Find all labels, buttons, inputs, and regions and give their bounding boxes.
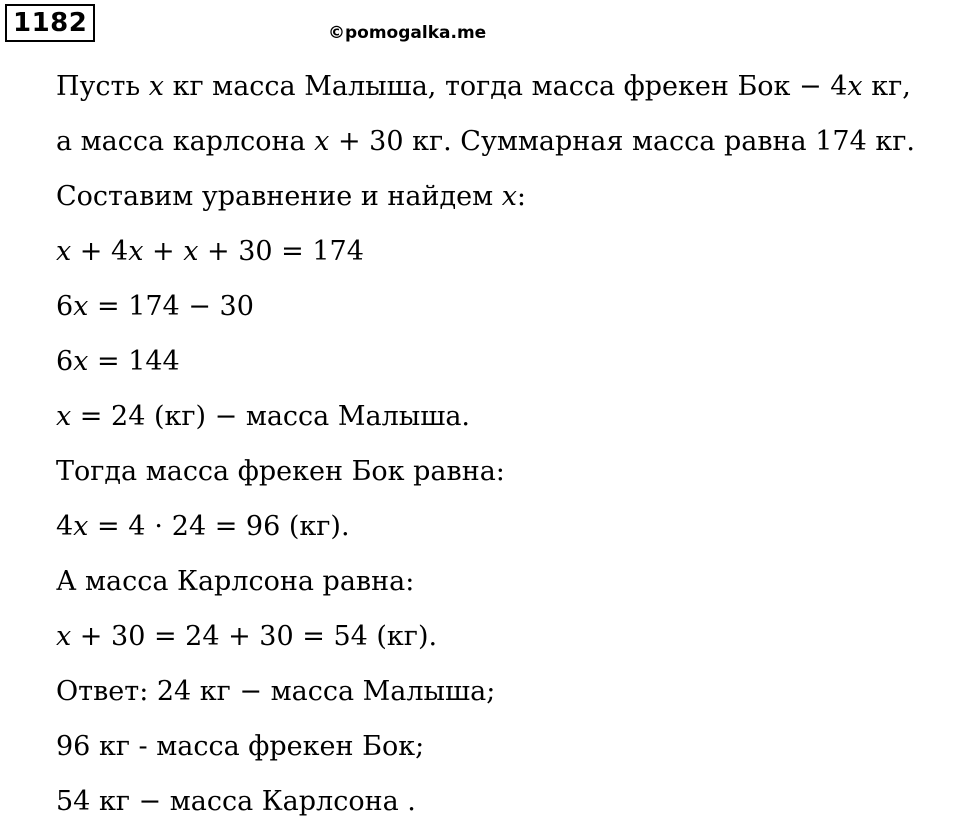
solution-line-1: Пусть 𝑥 кг масса Малыша, тогда масса фрекен Бок − 4𝑥 кг,: [56, 71, 911, 102]
page-header: [0, 0, 960, 50]
equation-line-4: 𝑥 = 24 (кг) − масса Малыша.: [56, 401, 471, 432]
equation-line-3: 6𝑥 = 144: [56, 346, 180, 377]
solution-line-5: А масса Карлсона равна:: [56, 566, 415, 597]
watermark: ©pomogalka.me: [328, 23, 487, 43]
solution-line-2: а масса карлсона 𝑥 + 30 кг. Суммарная масса равна 174 кг.: [56, 126, 915, 157]
solution-line-3: Составим уравнение и найдем 𝑥:: [56, 181, 527, 212]
solution-line-4: Тогда масса фрекен Бок равна:: [56, 456, 505, 487]
problem-number-badge: 1182: [5, 4, 95, 42]
equation-line-2: 6𝑥 = 174 − 30: [56, 291, 254, 322]
equation-line-6: 𝑥 + 30 = 24 + 30 = 54 (кг).: [56, 621, 438, 652]
equation-line-5: 4𝑥 = 4 ⋅ 24 = 96 (кг).: [56, 511, 350, 542]
answer-line-1: Ответ: 24 кг − масса Малыша;: [56, 676, 496, 707]
answer-line-3: 54 кг − масса Карлсона .: [56, 786, 416, 817]
answer-line-2: 96 кг - масса фрекен Бок;: [56, 731, 425, 762]
solution-text: [56, 59, 952, 829]
equation-line-1: 𝑥 + 4𝑥 + 𝑥 + 30 = 174: [56, 236, 364, 267]
